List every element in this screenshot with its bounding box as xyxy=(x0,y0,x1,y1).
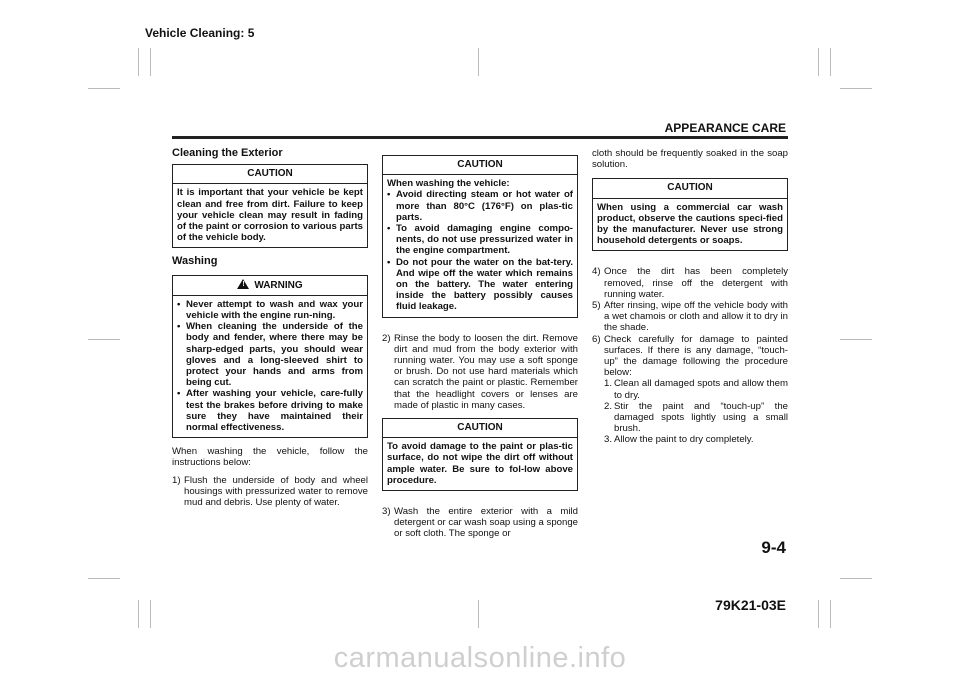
substep-text: Clean all damaged spots and allow them to dry. xyxy=(614,378,788,401)
substep-text: Allow the paint to dry completely. xyxy=(614,434,754,446)
intro-text: When washing the vehicle, follow the instructions below: xyxy=(172,446,368,469)
step-text: Check carefully for damage to painted surfaces. If there is any damage, “touch-up” the damage following the procedure below: xyxy=(604,333,788,379)
continuation-text: cloth should be frequently soaked in the soap solution. xyxy=(592,148,788,171)
header-rule xyxy=(172,136,788,139)
step-text: Flush the underside of body and wheel housings with pressurized water to remove mud and debris. Use plenty of water. xyxy=(184,474,368,509)
caution-box xyxy=(382,418,578,491)
step-number: 1) xyxy=(172,474,181,486)
column-1 xyxy=(172,148,368,508)
crop-mark xyxy=(138,48,139,76)
caution-bullet: • Do not pour the water on the bat-tery. And wipe off the water which remains on the battery. The water entering inside the battery possibly causes fluid leakage. xyxy=(387,257,573,313)
caution-text: When using a commercial car wash product, observe the cautions speci-fied by the manufacturer. Never use strong household detergents or soaps. xyxy=(597,201,783,247)
step-6 xyxy=(592,334,788,379)
warning-bullet: • When cleaning the underside of the body and fender, where there may be sharp-edged parts, you should wear gloves and a long-sleeved shirt to protect your hands and arms from being cut. xyxy=(177,321,363,388)
crop-mark xyxy=(478,600,479,628)
substep xyxy=(604,434,788,445)
step-5 xyxy=(592,300,788,334)
caution-box xyxy=(592,178,788,251)
step-number: 4) xyxy=(592,266,601,278)
crop-mark xyxy=(840,339,872,340)
substep-number: 1. xyxy=(604,378,613,390)
section-heading: Cleaning the Exterior xyxy=(172,147,283,159)
crop-mark xyxy=(830,600,831,628)
crop-mark xyxy=(818,48,819,76)
crop-mark xyxy=(150,48,151,76)
caution-box xyxy=(382,155,578,318)
page-number: 9-4 xyxy=(761,538,786,557)
chapter-title: APPEARANCE CARE xyxy=(664,121,786,135)
crop-mark xyxy=(478,48,479,76)
substep-number: 2. xyxy=(604,400,613,412)
washing-heading: Washing xyxy=(172,255,218,268)
crop-mark xyxy=(830,48,831,76)
substep-list xyxy=(592,378,788,445)
caution-title: CAUTION xyxy=(593,179,787,198)
substep-number: 3. xyxy=(604,434,613,446)
crop-mark xyxy=(840,88,872,89)
caution-lead: When washing the vehicle: xyxy=(387,178,510,190)
caution-box xyxy=(172,164,368,248)
warning-title-row xyxy=(173,276,367,296)
crop-mark xyxy=(150,600,151,628)
warning-bullet: • Never attempt to wash and wax your vehicle with the engine run-ning. xyxy=(177,299,363,321)
crop-mark xyxy=(88,578,120,579)
crop-mark xyxy=(88,88,120,89)
crop-mark xyxy=(840,578,872,579)
crop-mark xyxy=(818,600,819,628)
warning-box xyxy=(172,275,368,439)
substep xyxy=(604,401,788,435)
caution-title: CAUTION xyxy=(383,156,577,175)
caution-title: CAUTION xyxy=(173,165,367,184)
step-text: Rinse the body to loosen the dirt. Remove dirt and mud from the body exterior with running water. You may use a soft sponge or brush. Do not use hard materials which can scratch the paint or plastic. Remember that the headlight covers or lenses are made of plastic in many cases. xyxy=(394,332,578,411)
caution-text: It is important that your vehicle be kept clean and free from dirt. Failure to keep your vehicle clean may result in fading of the paint or corrosion to various parts of the vehicle body. xyxy=(177,187,363,244)
step-number: 3) xyxy=(382,506,391,518)
caution-bullet: • Avoid directing steam or hot water of more than 80°C (176°F) on plas-tic parts. xyxy=(387,189,573,223)
warning-triangle-icon: ! xyxy=(237,279,249,289)
step-2 xyxy=(382,333,578,411)
caution-text: To avoid damage to the paint or plas-tic surface, do not wipe the dirt off without ample water. Be sure to fol-low above procedure. xyxy=(387,441,573,486)
warning-title: WARNING xyxy=(254,279,303,291)
caution-bullet: • To avoid damaging engine compo-nents, do not use pressurized water in the engine compartment. xyxy=(387,223,573,257)
substep-text: Stir the paint and “touch-up” the damaged spots lightly using a small brush. xyxy=(614,400,788,435)
section-label: Vehicle Cleaning: 5 xyxy=(145,26,255,40)
step-3 xyxy=(382,506,578,540)
warning-bullet: • After washing your vehicle, care-fully test the brakes before driving to make sure they have maintained their normal effectiveness. xyxy=(177,388,363,433)
crop-mark xyxy=(138,600,139,628)
substep xyxy=(604,378,788,400)
step-number: 5) xyxy=(592,300,601,312)
column-3 xyxy=(592,148,788,446)
step-number: 2) xyxy=(382,332,391,344)
step-1 xyxy=(172,475,368,509)
caution-title: CAUTION xyxy=(383,419,577,438)
document-code: 79K21-03E xyxy=(715,597,786,613)
column-2 xyxy=(382,155,578,540)
step-text: Wash the entire exterior with a mild detergent or car wash soap using a sponge or soft cloth. The sponge or xyxy=(394,506,579,540)
watermark[interactable]: carmanualsonline.info xyxy=(333,642,627,674)
step-4 xyxy=(592,266,788,300)
step-number: 6) xyxy=(592,333,601,345)
step-text: After rinsing, wipe off the vehicle body with a wet chamois or cloth and allow it to dry in the shade. xyxy=(604,300,788,334)
crop-mark xyxy=(88,339,120,340)
step-text: Once the dirt has been completely removed, rinse off the detergent with running water. xyxy=(604,266,788,300)
